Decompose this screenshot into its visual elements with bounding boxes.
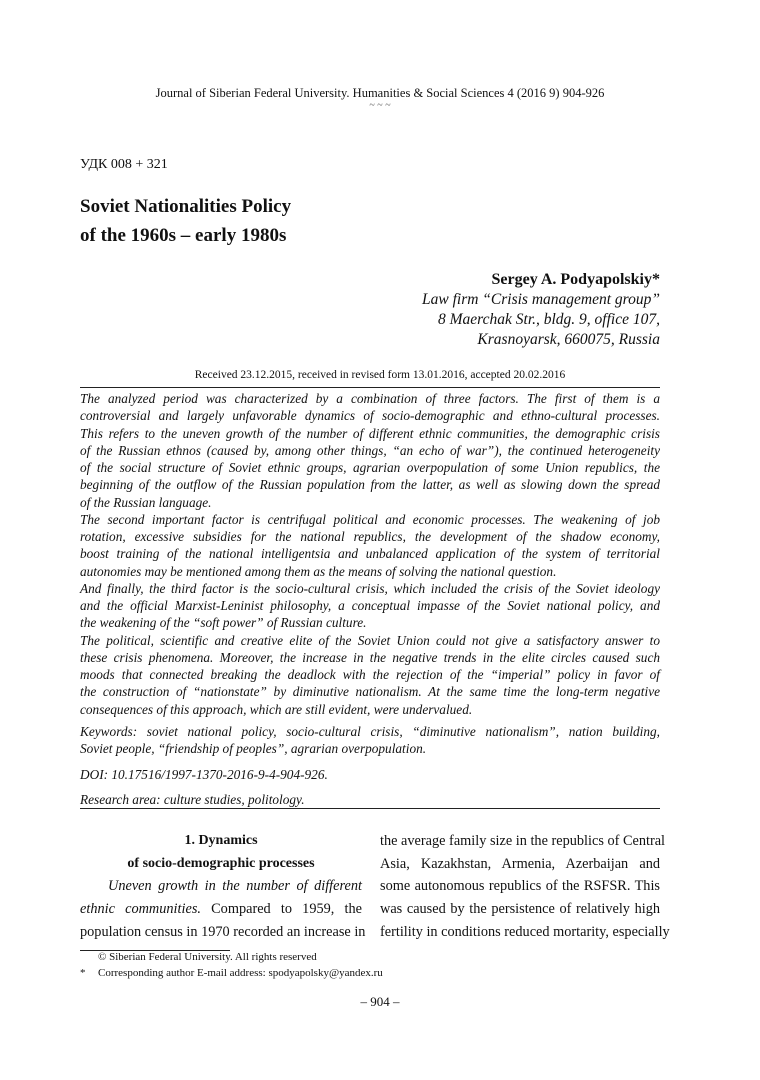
- abstract-line: consequences of this approach, which are still evident, were undervalued.: [80, 701, 473, 717]
- footnote-email: Corresponding author E-mail address: spodyapolsky@yandex.ru: [98, 967, 383, 979]
- page-number: – 904 –: [360, 994, 400, 1009]
- article-title: [80, 192, 291, 250]
- abstract-top-rule: [80, 387, 660, 388]
- author-name: Sergey A. Podyapolskiy*: [491, 271, 660, 288]
- body-line: some autonomous republics of the RSFSR. This: [380, 878, 660, 895]
- body-line: fertility in conditions reduced mortarity, especially: [380, 923, 670, 940]
- text-run: population census in 1970 recorded an increase in: [80, 923, 366, 940]
- italic-run: ethnic communities.: [80, 901, 201, 918]
- abstract-line: of the Russian ethnos (caused by, among other things, “an echo of war”), the continued heterogeneity: [80, 442, 660, 458]
- keywords-line: Keywords: soviet national policy, socio-cultural crisis, “diminutive nationalism”, nation building,: [80, 724, 660, 739]
- abstract-line: autonomies may be mentioned among them as the means of solving the national question.: [80, 563, 557, 579]
- abstract-line: of the Russian language.: [80, 494, 212, 510]
- abstract-line: the weakening of the “soft power” of Russian culture.: [80, 615, 367, 631]
- body-line: the average family size in the republics of Central: [380, 833, 666, 849]
- abstract: [80, 390, 660, 718]
- header-ornament: ~ ~ ~: [369, 100, 391, 111]
- abstract-line: controversial and largely unfavorable dynamics of socio-demographic and ethno-cultural processes.: [80, 408, 660, 424]
- title-line: Soviet Nationalities Policy: [80, 196, 292, 217]
- abstract-line: The political, scientific and creative elite of the Soviet Union could not give a satisfactory answer to: [80, 632, 660, 648]
- journal-header: Journal of Siberian Federal University. Humanities & Social Sciences 4 (2016 9) 904-926: [155, 86, 605, 100]
- abstract-line: The analyzed period was characterized by a combination of three factors. The first of them is a: [80, 391, 660, 406]
- abstract-line: of the social structure of Soviet ethnic groups, agrarian overpopulation of some Union republics, the: [80, 460, 660, 475]
- research-area: Research area: culture studies, politology.: [80, 792, 305, 807]
- abstract-line: and the official Marxist-Leninist philosophy, a conceptual impasse of the Soviet national policy, and: [80, 598, 660, 613]
- body-line: Asia, Kazakhstan, Armenia, Azerbaijan and: [380, 855, 660, 872]
- footnote-copyright: © Siberian Federal University. All rights reserved: [98, 951, 317, 963]
- right-column: [380, 830, 670, 944]
- body-line: [80, 921, 366, 944]
- abstract-line: boost training of the national intelligentsia and unbalanced application of the system of territorial: [80, 546, 660, 562]
- abstract-line: This refers to the uneven growth of the number of different ethnic communities, the demographic crisis: [80, 425, 660, 441]
- abstract-line: these crisis phenomena. Moreover, the increase in the negative trends in the elite circles caused such: [80, 649, 660, 665]
- left-column: [80, 830, 366, 944]
- abstract-line: the construction of “nationstate” by diminutive nationalism. At the same time the long-term negative: [80, 684, 660, 700]
- section-heading: of socio-demographic processes: [127, 855, 315, 871]
- body-line: [80, 898, 362, 921]
- text-run: Compared to 1959, the: [200, 901, 362, 918]
- affiliation-line: 8 Maerchak Str., bldg. 9, office 107,: [438, 311, 660, 328]
- body-line: was caused by the persistence of relatively high: [380, 901, 660, 918]
- abstract-line: And finally, the third factor is the socio-cultural crisis, which included the crisis of the Soviet ideology: [80, 580, 660, 596]
- footnote-mark: *: [80, 967, 86, 979]
- section-heading: 1. Dynamics: [184, 833, 258, 848]
- doi: DOI: 10.17516/1997-1370-2016-9-4-904-926.: [80, 767, 328, 782]
- abstract-line: moods that connected breaking the deadlock with the rejection of the “imperial” policy in favor of: [80, 667, 660, 682]
- abstract-line: beginning of the outflow of the Russian population from the latter, as well as slowing down the spread: [80, 477, 660, 493]
- author-block: [422, 270, 660, 350]
- received-dates: Received 23.12.2015, received in revised form 13.01.2016, accepted 20.02.2016: [194, 369, 566, 381]
- abstract-line: rotation, excessive subsidies for the national republics, the development of the shadow economy,: [80, 529, 660, 544]
- italic-run: Uneven growth in the number of different: [108, 878, 362, 895]
- abstract-line: The second important factor is centrifugal political and economic processes. The weakening of job: [80, 511, 660, 527]
- affiliation-line: Law firm “Crisis management group”: [422, 291, 660, 308]
- udk-code: УДК 008 + 321: [80, 157, 168, 172]
- keywords: [80, 723, 660, 758]
- keywords-line: Soviet people, “friendship of peoples”, agrarian overpopulation.: [80, 741, 427, 757]
- title-line: of the 1960s – early 1980s: [80, 225, 287, 246]
- affiliation-line: Krasnoyarsk, 660075, Russia: [477, 331, 660, 348]
- body-line: [80, 875, 362, 898]
- abstract-bottom-rule: [80, 808, 660, 809]
